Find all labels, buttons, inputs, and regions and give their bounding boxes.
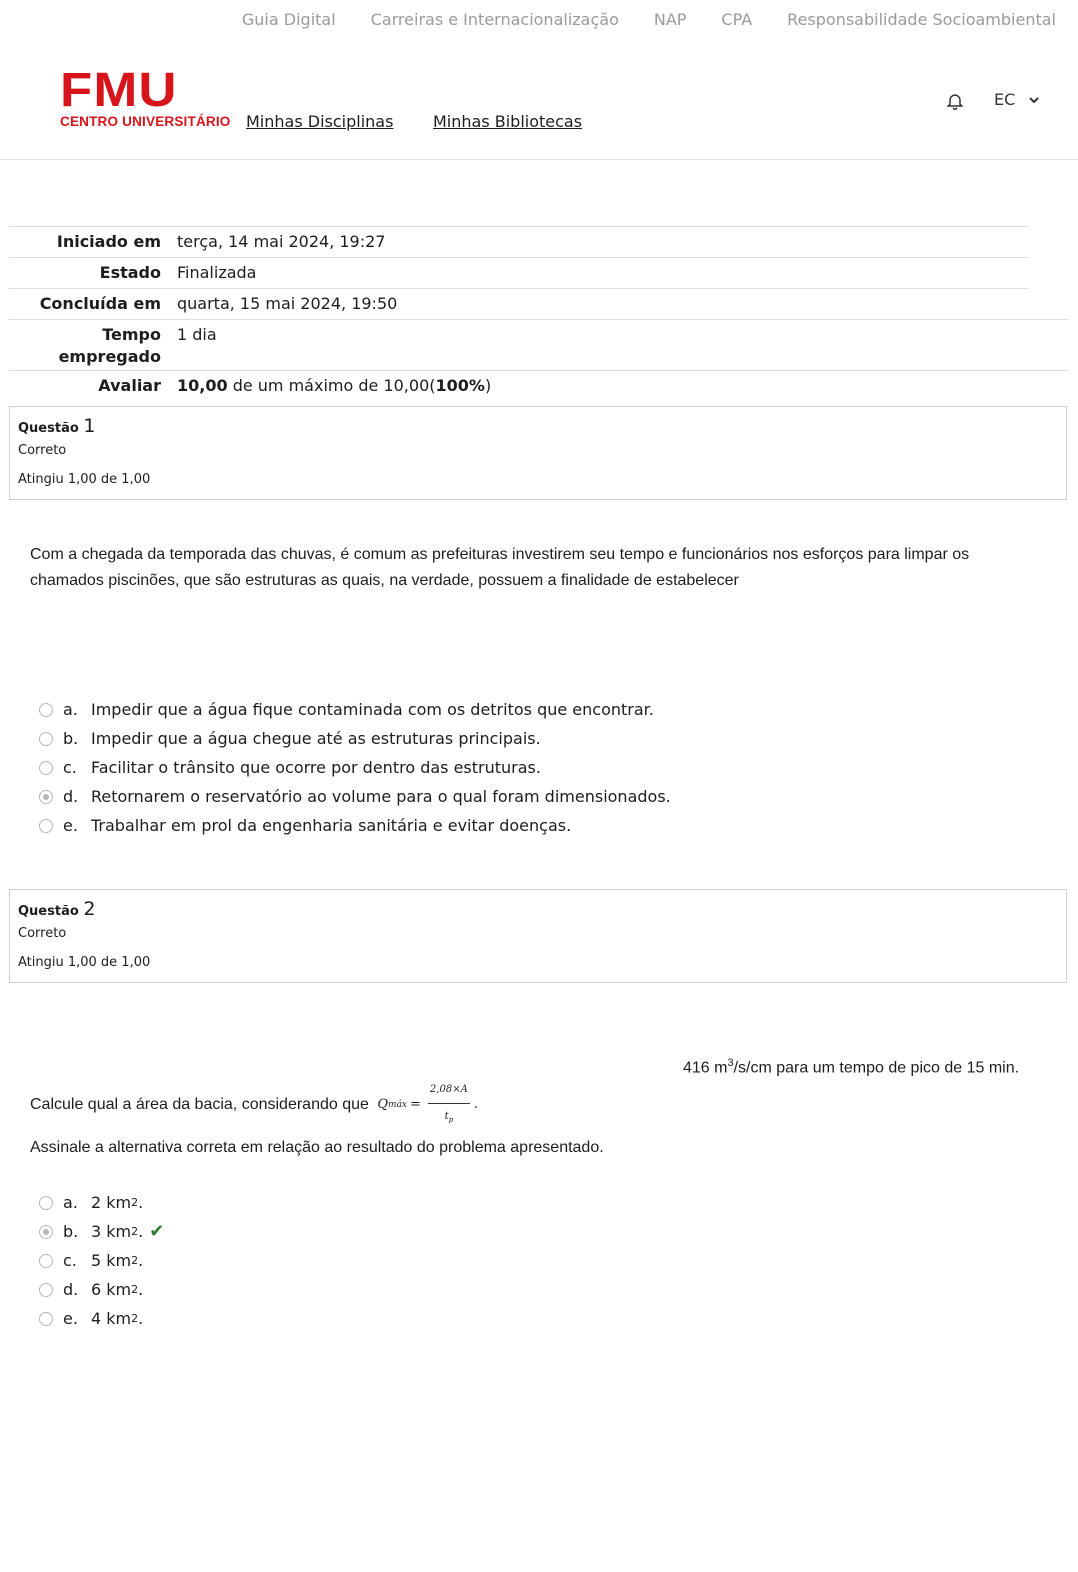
question-2-text-line2: Calcule qual a área da bacia, considerando que Q máx = $\frac{2,08\times A}{t_p}$ . (30, 1077, 478, 1133)
fmu-logo[interactable]: FMU CENTRO UNIVERSITÁRIO (60, 64, 231, 129)
q1-answer-b[interactable]: b. Impedir que a água chegue até as estruturas principais. (39, 724, 671, 753)
top-link-nap[interactable]: NAP (653, 10, 687, 29)
top-link-cpa[interactable]: CPA (721, 10, 753, 29)
summary-row-grade: Avaliar 10,00 de um máximo de 10,00(100%) (9, 370, 1069, 401)
question-1-grade: Atingiu 1,00 de 1,00 (18, 472, 151, 487)
radio-button[interactable] (39, 819, 53, 833)
bell-icon[interactable] (945, 91, 965, 111)
radio-button-selected[interactable] (39, 1225, 53, 1239)
q2-answer-c[interactable]: c. 5 km 2 . (39, 1246, 164, 1275)
q1-answer-a[interactable]: a. Impedir que a água fique contaminada com os detritos que encontrar. (39, 695, 671, 724)
nav-minhas-disciplinas[interactable]: Minhas Disciplinas (246, 112, 394, 131)
q2-answer-d[interactable]: d. 6 km 2 . (39, 1275, 164, 1304)
nav-minhas-bibliotecas[interactable]: Minhas Bibliotecas (433, 112, 583, 131)
peak-flow-formula: Q máx = $\frac{2,08\times A}{t_p}$ . (377, 1077, 478, 1133)
q2-answer-a[interactable]: a. 2 km 2 . (39, 1188, 164, 1217)
site-header (0, 58, 1078, 160)
chevron-down-icon (1029, 96, 1039, 104)
summary-row-time: Tempo empregado 1 dia (9, 319, 1069, 370)
question-2-grade: Atingiu 1,00 de 1,00 (18, 955, 151, 970)
top-links (242, 10, 1056, 29)
radio-button-selected[interactable] (39, 790, 53, 804)
question-2-info (9, 889, 1067, 983)
question-1-answers (39, 695, 671, 840)
question-1-state: Correto (18, 443, 67, 458)
top-link-carreiras[interactable]: Carreiras e Internacionalização (370, 10, 619, 29)
summary-row-started: Iniciado em terça, 14 mai 2024, 19:27 (9, 226, 1029, 257)
summary-row-state: Estado Finalizada (9, 257, 1029, 288)
top-link-responsabilidade[interactable]: Responsabilidade Socioambiental (787, 10, 1056, 29)
radio-button[interactable] (39, 1196, 53, 1210)
radio-button[interactable] (39, 1283, 53, 1297)
question-2-number: Questão 2 (18, 898, 96, 920)
q2-answer-b[interactable]: b. 3 km 2 . ✔ (39, 1217, 164, 1246)
attempt-summary (9, 226, 1069, 401)
question-1-number: Questão 1 (18, 415, 96, 437)
radio-button[interactable] (39, 1312, 53, 1326)
user-initials: EC (994, 90, 1016, 109)
radio-button[interactable] (39, 732, 53, 746)
question-2-text-line1: 416 $m^3/s/cm$ para um tempo de pico de 15 min. (683, 1057, 1020, 1077)
user-menu[interactable] (994, 90, 1039, 109)
q2-answer-e[interactable]: e. 4 km 2 . (39, 1304, 164, 1333)
question-2-answers (39, 1188, 164, 1333)
top-link-guia[interactable]: Guia Digital (241, 10, 336, 29)
question-2-text-line3: Assinale a alternativa correta em relação ao resultado do problema apresentado. (30, 1139, 604, 1156)
q1-answer-c[interactable]: c. Facilitar o trânsito que ocorre por dentro das estruturas. (39, 753, 671, 782)
radio-button[interactable] (39, 1254, 53, 1268)
summary-row-completed: Concluída em quarta, 15 mai 2024, 19:50 (9, 288, 1029, 319)
radio-button[interactable] (39, 703, 53, 717)
correct-check-icon: ✔ (149, 1221, 165, 1242)
question-1-text: Com a chegada da temporada das chuvas, é comum as prefeituras investirem seu tempo e funcionários nos esforços para limpar os chamados piscinões, que são estruturas as quais, na verdade, possuem a finalidade de estabelecer (30, 546, 970, 589)
question-2-state: Correto (18, 926, 67, 941)
q1-answer-e[interactable]: e. Trabalhar em prol da engenharia sanitária e evitar doenças. (39, 811, 671, 840)
question-1-info (9, 406, 1067, 500)
q1-answer-d[interactable]: d. Retornarem o reservatório ao volume para o qual foram dimensionados. (39, 782, 671, 811)
radio-button[interactable] (39, 761, 53, 775)
